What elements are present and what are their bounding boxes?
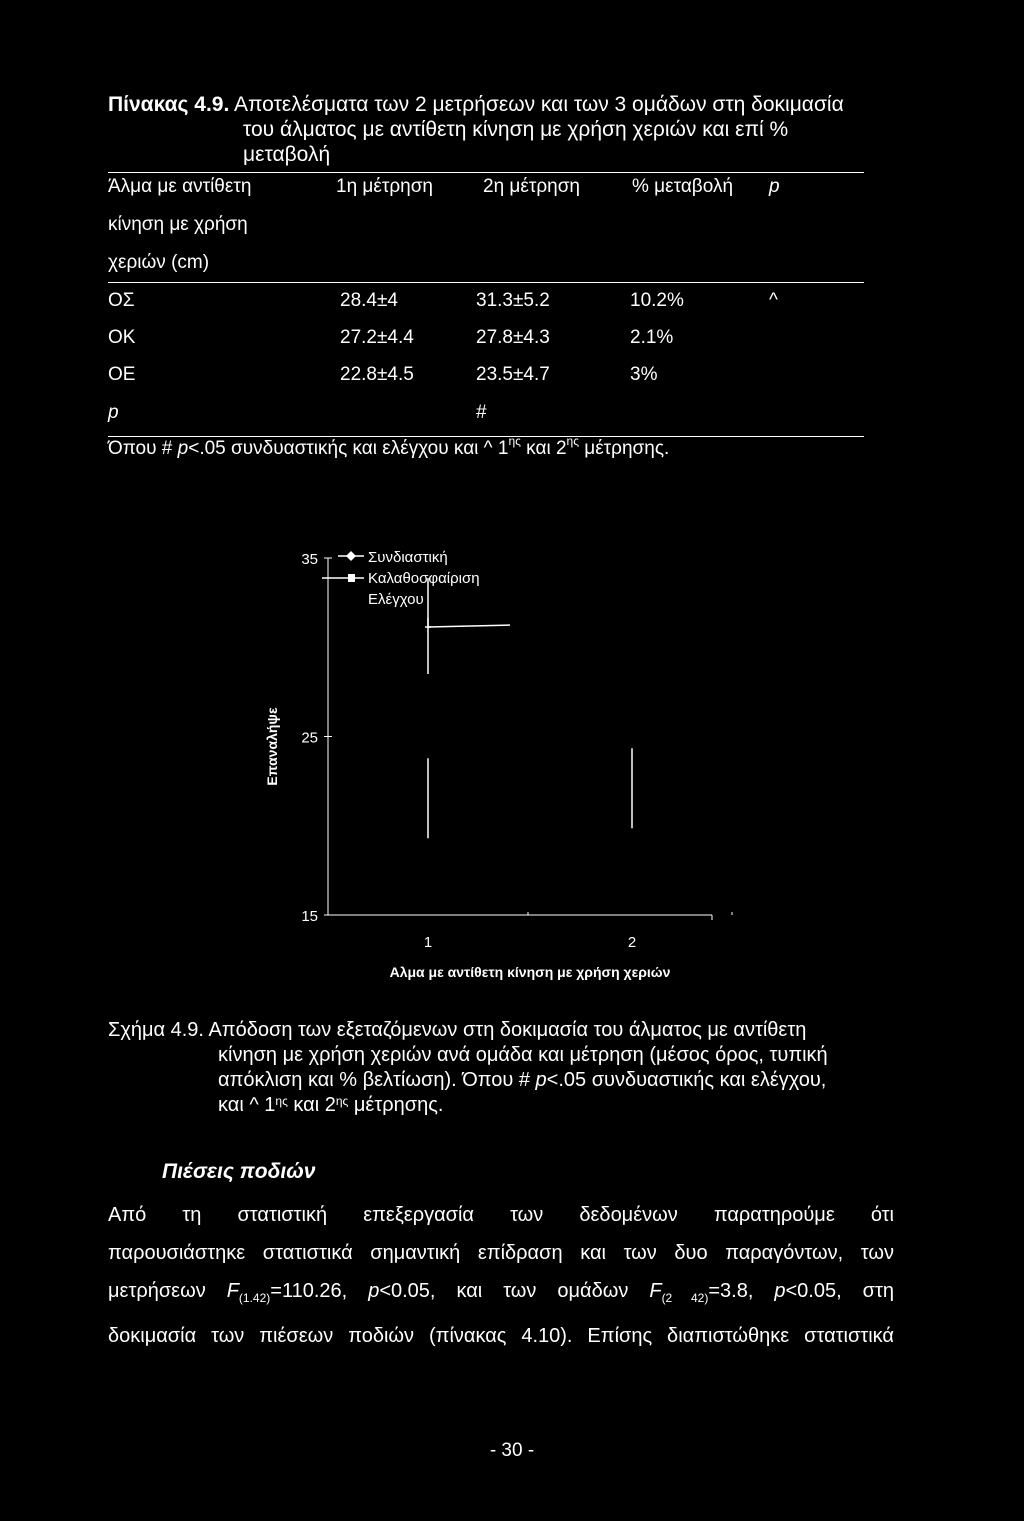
legend-marker-Συνδιαστική	[346, 551, 356, 561]
figure-caption	[108, 1018, 928, 1118]
y-tick-label: 25	[301, 729, 318, 747]
x-tick-label: 2	[627, 934, 637, 951]
note-and: και 2	[520, 438, 567, 459]
y-tick-label: 35	[301, 551, 318, 568]
figure-line4-sup1: ης	[275, 1094, 288, 1108]
row-oe-change: 3%	[630, 364, 658, 385]
para-line1: Από τη στατιστική επεξεργασία των δεδομένων παρατηρούμε ότι	[108, 1204, 894, 1226]
table-label: Πίνακας 4.9.	[108, 93, 230, 116]
figure-line4-b: και 2	[287, 1094, 336, 1116]
row-oe-group: ΟΕ	[108, 364, 136, 385]
row-os-m1: 28.4±4	[340, 290, 398, 311]
para-line3-F1: F	[226, 1280, 239, 1302]
row-os-p: ^	[769, 290, 778, 311]
table-caption-line3: μεταβολή	[243, 143, 331, 166]
para-line3-c: <0.05, και των ομάδων	[379, 1280, 650, 1302]
figure-line3	[108, 1068, 928, 1093]
legend-label: Καλαθοσφαίριση	[368, 570, 480, 587]
para-line3-F2: F	[649, 1280, 662, 1302]
para-line3-sub2: (2 42)	[661, 1291, 709, 1305]
row-os-change: 10.2%	[630, 290, 684, 311]
header-col4: p	[769, 176, 780, 197]
section-heading: Πιέσεις ποδιών	[162, 1160, 316, 1183]
row-os-m2: 31.3±5.2	[476, 290, 550, 311]
figure-line1: Απόδοση των εξεταζόμενων στη δοκιμασία του άλματος με αντίθετη	[208, 1019, 807, 1041]
header-col2: 2η μέτρηση	[483, 176, 581, 197]
para-line3-p2: p	[774, 1280, 786, 1302]
figure-line3-a: απόκλιση και % βελτίωση). Όπου #	[218, 1069, 536, 1091]
figure-line4	[108, 1093, 928, 1118]
row-ok-change: 2.1%	[630, 327, 674, 348]
row-p-label: p	[108, 402, 119, 423]
figure-line4-sup2: ης	[335, 1094, 349, 1108]
legend-label: Ελέγχου	[368, 591, 424, 608]
note-mid: <.05 συνδυαστικής και ελέγχου και ^ 1	[188, 438, 509, 459]
legend-marker-Καλαθοσφαίριση	[348, 574, 355, 582]
y-tick-label: 15	[301, 908, 318, 925]
table-caption-line2: του άλματος με αντίθετη κίνηση με χρήση χεριών και επί %	[243, 118, 789, 141]
x-tick-label: 1	[423, 934, 433, 951]
para-line3-p1: p	[368, 1280, 380, 1302]
row-oe-m1: 22.8±4.5	[340, 364, 414, 385]
para-line3-sub1: (1.42)	[238, 1291, 271, 1305]
para-line3-b: =110.26,	[270, 1280, 369, 1302]
section-paragraph	[108, 1196, 894, 1355]
table-bottom-rule	[108, 436, 864, 437]
header-col0-line3: χεριών (cm)	[108, 252, 210, 273]
para-line3-e: <0.05, στη	[785, 1280, 895, 1302]
note-sup2: ης	[566, 434, 579, 448]
row-ok-m2: 27.8±4.3	[476, 327, 550, 348]
table-header-rule	[108, 282, 864, 283]
figure-label: Σχήμα 4.9.	[108, 1019, 204, 1041]
row-p-m2: #	[476, 402, 487, 423]
series-Συνδιαστική-line	[428, 625, 510, 627]
para-line4: δοκιμασία των πιέσεων ποδιών (πίνακας 4.10). Επίσης διαπιστώθηκε στατιστικά	[108, 1325, 894, 1347]
table-caption-line1: Αποτελέσματα των 2 μετρήσεων και των 3 ομάδων στη δοκιμασία	[233, 93, 844, 116]
header-col3: % μεταβολή	[632, 176, 734, 197]
y-axis-label: Επαναλήψε	[264, 707, 280, 786]
row-ok-m1: 27.2±4.4	[340, 327, 414, 348]
note-sup1: ης	[508, 434, 521, 448]
figure-chart	[0, 530, 1024, 1000]
note-prefix: Όπου #	[108, 438, 178, 459]
legend-label: Συνδιαστική	[368, 549, 448, 566]
header-col0-line2: κίνηση με χρήση	[108, 214, 248, 235]
page-number: - 30 -	[489, 1440, 535, 1461]
figure-line4-a: και ^ 1	[218, 1094, 276, 1116]
para-line3	[108, 1272, 894, 1317]
table-top-rule	[108, 172, 864, 173]
para-line3-d: =3.8,	[708, 1280, 775, 1302]
row-oe-m2: 23.5±4.7	[476, 364, 550, 385]
row-os-group: ΟΣ	[108, 290, 135, 311]
figure-line4-c: μέτρησης.	[348, 1094, 444, 1116]
table-caption	[108, 92, 928, 167]
table-note	[108, 434, 670, 460]
figure-line3-p: p	[535, 1069, 547, 1091]
para-line3-a: μετρήσεων	[108, 1280, 227, 1302]
figure-line2: κίνηση με χρήση χεριών ανά ομάδα και μέτρηση (μέσος όρος, τυπική	[218, 1044, 828, 1066]
note-end: μέτρησης.	[578, 438, 670, 459]
header-col1: 1η μέτρηση	[336, 176, 434, 197]
x-axis-label: Αλμα με αντίθετη κίνηση με χρήση χεριών	[389, 964, 671, 980]
note-p: p	[177, 438, 189, 459]
para-line2: παρουσιάστηκε στατιστικά σημαντική επίδραση και των δυο παραγόντων, των	[108, 1242, 894, 1264]
row-ok-group: ΟΚ	[108, 327, 136, 348]
header-col0-line1: Άλμα με αντίθετη	[108, 176, 252, 197]
figure-line3-b: <.05 συνδυαστικής και ελέγχου,	[546, 1069, 827, 1091]
